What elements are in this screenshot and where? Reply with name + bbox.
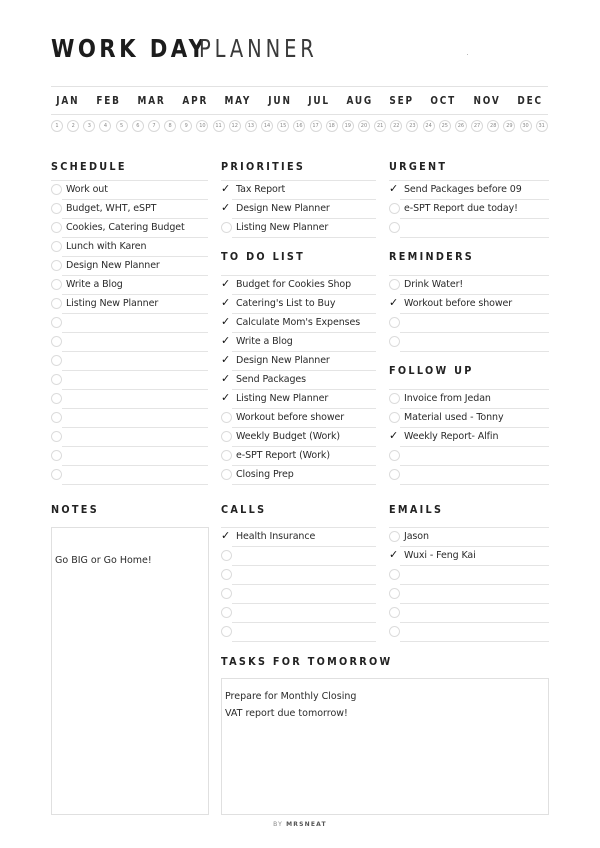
title-bold: WORK DAY [51,34,208,63]
checkbox-circle-icon[interactable] [51,203,62,214]
day-circle[interactable]: 6 [132,120,144,132]
day-circle[interactable]: 20 [358,120,370,132]
day-circle[interactable]: 29 [503,120,515,132]
section-title-emails: EMAILS [389,503,444,516]
todo-item[interactable] [221,276,376,295]
todo-list [221,276,376,485]
day-selector [51,120,548,132]
priorities-item[interactable] [221,200,376,219]
item-label: Listing New Planner [236,222,329,233]
item-label: Listing New Planner [236,393,329,404]
section-title-tomorrow: TASKS FOR TOMORROW [221,655,393,668]
emails-item[interactable] [389,585,549,604]
checkbox-circle-icon[interactable] [221,469,232,480]
section-title-todo: TO DO LIST [221,250,306,263]
checkbox-circle-icon[interactable] [221,550,232,561]
section-title-reminders: REMINDERS [389,250,475,263]
footer-brand: MRSNEAT [286,821,327,828]
month-mar[interactable]: MAR [137,93,166,107]
todo-item[interactable] [221,295,376,314]
checkmark-icon[interactable]: ✓ [221,315,231,328]
decorative-dot [467,54,468,55]
todo-item[interactable] [221,333,376,352]
checkbox-circle-icon[interactable] [389,336,400,347]
title-light: PLANNER [199,34,318,63]
month-sep[interactable]: SEP [389,93,414,107]
reminders-item[interactable] [389,295,549,314]
schedule-item[interactable] [51,257,208,276]
item-label: Wuxi - Feng Kai [404,550,476,561]
checkbox-circle-icon[interactable] [389,393,400,404]
item-label: Catering's List to Buy [236,298,336,309]
item-label: Lunch with Karen [66,241,147,252]
item-label: Drink Water! [404,279,464,290]
priorities-list [221,181,376,238]
checkbox-circle-icon[interactable] [51,412,62,423]
day-circle[interactable]: 7 [148,120,160,132]
item-label: e-SPT Report (Work) [236,450,330,461]
day-circle[interactable]: 12 [229,120,241,132]
checkbox-circle-icon[interactable] [389,412,400,423]
checkbox-circle-icon[interactable] [51,431,62,442]
emails-item[interactable] [389,566,549,585]
item-label: Jason [404,531,429,542]
todo-item[interactable] [221,390,376,409]
day-circle[interactable]: 8 [164,120,176,132]
item-label: Cookies, Catering Budget [66,222,185,233]
day-circle[interactable]: 11 [213,120,225,132]
followup-item[interactable] [389,466,549,485]
divider [389,180,549,181]
checkbox-circle-icon[interactable] [389,569,400,580]
checkbox-circle-icon[interactable] [51,450,62,461]
day-circle[interactable]: 4 [99,120,111,132]
entry-line [400,484,549,485]
checkbox-circle-icon[interactable] [389,279,400,290]
item-label: Design New Planner [236,355,330,366]
item-label: Weekly Report- Alfin [404,431,499,442]
checkbox-circle-icon[interactable] [51,222,62,233]
schedule-item[interactable] [51,181,208,200]
divider [51,114,548,115]
month-may[interactable]: MAY [224,93,252,107]
item-label: Budget, WHT, eSPT [66,203,157,214]
day-circle[interactable]: 30 [520,120,532,132]
checkbox-circle-icon[interactable] [51,279,62,290]
checkbox-circle-icon[interactable] [51,298,62,309]
item-label: Invoice from Jedan [404,393,491,404]
schedule-item[interactable] [51,390,208,409]
emails-list [389,528,549,642]
section-title-priorities: PRIORITIES [221,160,306,173]
entry-line [232,484,376,485]
reminders-list [389,276,549,352]
checkbox-circle-icon[interactable] [389,469,400,480]
day-circle[interactable]: 2 [67,120,79,132]
divider [389,389,549,390]
day-circle[interactable]: 15 [277,120,289,132]
entry-line [400,237,549,238]
page-title [51,34,351,64]
calls-item[interactable] [221,604,376,623]
todo-item[interactable] [221,428,376,447]
calls-item[interactable] [221,566,376,585]
schedule-item[interactable] [51,352,208,371]
day-circle[interactable]: 31 [536,120,548,132]
schedule-item[interactable] [51,219,208,238]
schedule-item[interactable] [51,409,208,428]
month-selector [51,86,548,114]
checkbox-circle-icon[interactable] [51,469,62,480]
checkbox-circle-icon[interactable] [221,569,232,580]
day-circle[interactable]: 26 [455,120,467,132]
month-feb[interactable]: FEB [95,93,121,107]
calls-item[interactable] [221,585,376,604]
checkmark-icon[interactable]: ✓ [389,182,399,195]
day-circle[interactable]: 27 [471,120,483,132]
checkmark-icon[interactable]: ✓ [221,353,231,366]
item-label: Weekly Budget (Work) [236,431,340,442]
checkmark-icon[interactable]: ✓ [221,201,231,214]
checkbox-circle-icon[interactable] [389,531,400,542]
item-label: Write a Blog [236,336,293,347]
item-label: Work out [66,184,108,195]
item-label: Material used - Tonny [404,412,504,423]
entry-line [62,484,208,485]
day-circle[interactable]: 3 [83,120,95,132]
divider [51,180,208,181]
section-title-calls: CALLS [221,503,267,516]
todo-item[interactable] [221,409,376,428]
checkbox-circle-icon[interactable] [389,607,400,618]
divider [389,527,549,528]
checkmark-icon[interactable]: ✓ [389,548,399,561]
month-jun[interactable]: JUN [268,93,292,107]
schedule-item[interactable] [51,295,208,314]
day-circle[interactable]: 5 [116,120,128,132]
notes-line: Go BIG or Go Home! [55,555,152,566]
month-jul[interactable]: JUL [307,93,330,107]
followup-item[interactable] [389,428,549,447]
day-circle[interactable]: 25 [439,120,451,132]
day-circle[interactable]: 19 [342,120,354,132]
item-label: Workout before shower [236,412,345,423]
schedule-item[interactable] [51,371,208,390]
day-circle[interactable]: 23 [406,120,418,132]
emails-item[interactable] [389,623,549,642]
checkbox-circle-icon[interactable] [221,222,232,233]
item-label: Health Insurance [236,531,316,542]
day-circle[interactable]: 28 [487,120,499,132]
priorities-item[interactable] [221,219,376,238]
calls-item[interactable] [221,623,376,642]
checkbox-circle-icon[interactable] [389,222,400,233]
schedule-item[interactable] [51,200,208,219]
day-circle[interactable]: 22 [390,120,402,132]
todo-item[interactable] [221,371,376,390]
tomorrow-line: Prepare for Monthly Closing [225,691,357,702]
emails-item[interactable] [389,528,549,547]
schedule-item[interactable] [51,314,208,333]
checkmark-icon[interactable]: ✓ [221,391,231,404]
urgent-item[interactable] [389,181,549,200]
day-circle[interactable]: 17 [310,120,322,132]
tomorrow-box[interactable] [221,678,549,815]
calls-list [221,528,376,642]
month-oct[interactable]: OCT [430,93,457,107]
section-title-schedule: SCHEDULE [51,160,127,173]
checkmark-icon[interactable]: ✓ [389,296,399,309]
section-title-urgent: URGENT [389,160,448,173]
checkbox-circle-icon[interactable] [389,203,400,214]
checkbox-circle-icon[interactable] [51,393,62,404]
checkbox-circle-icon[interactable] [51,317,62,328]
checkbox-circle-icon[interactable] [51,184,62,195]
schedule-item[interactable] [51,333,208,352]
month-apr[interactable]: APR [182,93,208,107]
checkmark-icon[interactable]: ✓ [389,429,399,442]
todo-item[interactable] [221,352,376,371]
schedule-item[interactable] [51,466,208,485]
checkbox-circle-icon[interactable] [389,588,400,599]
month-nov[interactable]: NOV [473,93,501,107]
followup-list [389,390,549,485]
day-circle[interactable]: 1 [51,120,63,132]
divider [221,275,376,276]
checkmark-icon[interactable]: ✓ [221,182,231,195]
day-circle[interactable]: 9 [180,120,192,132]
followup-item[interactable] [389,409,549,428]
todo-item[interactable] [221,314,376,333]
todo-item[interactable] [221,447,376,466]
checkbox-circle-icon[interactable] [221,626,232,637]
checkbox-circle-icon[interactable] [389,626,400,637]
reminders-item[interactable] [389,333,549,352]
checkbox-circle-icon[interactable] [51,336,62,347]
checkmark-icon[interactable]: ✓ [221,277,231,290]
followup-item[interactable] [389,447,549,466]
month-aug[interactable]: AUG [346,93,373,107]
reminders-item[interactable] [389,314,549,333]
day-circle[interactable]: 16 [293,120,305,132]
day-circle[interactable]: 18 [326,120,338,132]
checkbox-circle-icon[interactable] [389,450,400,461]
day-circle[interactable]: 14 [261,120,273,132]
notes-box[interactable] [51,527,209,815]
checkbox-circle-icon[interactable] [221,588,232,599]
item-label: Tax Report [236,184,286,195]
item-label: e-SPT Report due today! [404,203,518,214]
item-label: Closing Prep [236,469,294,480]
emails-item[interactable] [389,604,549,623]
urgent-list [389,181,549,238]
urgent-item[interactable] [389,200,549,219]
priorities-item[interactable] [221,181,376,200]
day-circle[interactable]: 24 [423,120,435,132]
item-label: Calculate Mom's Expenses [236,317,361,328]
checkmark-icon[interactable]: ✓ [221,529,231,542]
item-label: Write a Blog [66,279,123,290]
checkbox-circle-icon[interactable] [389,317,400,328]
day-circle[interactable]: 13 [245,120,257,132]
reminders-item[interactable] [389,276,549,295]
item-label: Listing New Planner [66,298,159,309]
item-label: Send Packages [236,374,306,385]
schedule-list [51,181,208,485]
schedule-item[interactable] [51,238,208,257]
item-label: Budget for Cookies Shop [236,279,352,290]
entry-line [232,237,376,238]
checkbox-circle-icon[interactable] [51,260,62,271]
month-jan[interactable]: JAN [56,93,80,107]
checkbox-circle-icon[interactable] [51,241,62,252]
section-title-followup: FOLLOW UP [389,364,474,377]
item-label: Send Packages before 09 [404,184,522,195]
schedule-item[interactable] [51,447,208,466]
checkmark-icon[interactable]: ✓ [221,334,231,347]
entry-line [400,351,549,352]
entry-line [232,641,376,642]
divider [221,180,376,181]
checkbox-circle-icon[interactable] [221,412,232,423]
tomorrow-line: VAT report due tomorrow! [225,708,348,719]
footer-credit [0,821,600,828]
footer-by: BY [273,821,284,828]
checkbox-circle-icon[interactable] [51,374,62,385]
checkmark-icon[interactable]: ✓ [221,296,231,309]
day-circle[interactable]: 21 [374,120,386,132]
day-circle[interactable]: 10 [196,120,208,132]
checkmark-icon[interactable]: ✓ [221,372,231,385]
followup-item[interactable] [389,390,549,409]
calls-item[interactable] [221,547,376,566]
emails-item[interactable] [389,547,549,566]
checkbox-circle-icon[interactable] [221,431,232,442]
checkbox-circle-icon[interactable] [221,607,232,618]
schedule-item[interactable] [51,428,208,447]
month-dec[interactable]: DEC [517,93,543,107]
calls-item[interactable] [221,528,376,547]
schedule-item[interactable] [51,276,208,295]
item-label: Workout before shower [404,298,513,309]
section-title-notes: NOTES [51,503,99,516]
checkbox-circle-icon[interactable] [221,450,232,461]
urgent-item[interactable] [389,219,549,238]
item-label: Design New Planner [66,260,160,271]
divider [221,527,376,528]
todo-item[interactable] [221,466,376,485]
divider [389,275,549,276]
checkbox-circle-icon[interactable] [51,355,62,366]
item-label: Design New Planner [236,203,330,214]
entry-line [400,641,549,642]
